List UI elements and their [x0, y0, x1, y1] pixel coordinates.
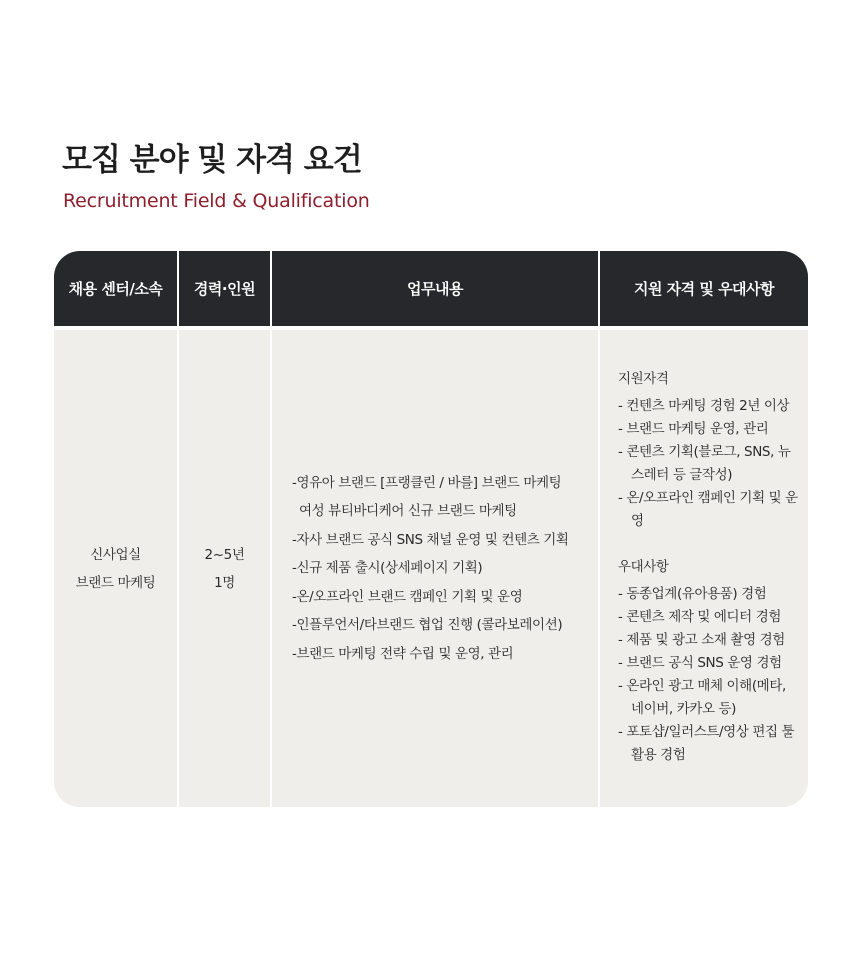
- column-header-center: 채용 센터/소속: [54, 251, 177, 326]
- qualifications-list: [618, 395, 802, 533]
- duty-item: -브랜드 마케팅 전략 수립 및 운영, 관리: [292, 645, 514, 662]
- duty-item: -인플루언서/타브랜드 협업 진행 (콜라보레이션): [292, 617, 563, 634]
- preferred-item: - 콘텐츠 제작 및 에디터 경험: [618, 606, 802, 629]
- preferred-item: - 포토샵/일러스트/영상 편집 툴 활용 경험: [618, 721, 802, 767]
- page-subtitle: Recruitment Field & Qualification: [63, 190, 370, 212]
- duty-item: -온/오프라인 브랜드 캠페인 기획 및 운영: [292, 588, 523, 605]
- qualification-item: - 브랜드 마케팅 운영, 관리: [618, 418, 802, 441]
- preferred-item: - 동종업계(유아용품) 경험: [618, 583, 802, 606]
- column-header-duties: 업무내용: [272, 251, 598, 326]
- center-name: 신사업실: [90, 546, 141, 563]
- duty-item: 여성 뷰티바디케어 신규 브랜드 마케팅: [299, 503, 517, 520]
- preferred-item: - 온라인 광고 매체 이해(메타, 네이버, 카카오 등): [618, 675, 802, 721]
- duties-cell: [272, 330, 598, 807]
- qualification-item: - 콘텐츠 기획(블로그, SNS, 뉴스레터 등 글작성): [618, 441, 802, 487]
- duty-item: -신규 제품 출시(상세페이지 기획): [292, 560, 483, 577]
- center-cell: [54, 330, 177, 807]
- column-header-qualifications: 지원 자격 및 우대사항: [600, 251, 808, 326]
- center-team: 브랜드 마케팅: [75, 574, 156, 591]
- preferred-heading: 우대사항: [618, 559, 669, 575]
- career-cell: [179, 330, 270, 807]
- preferred-item: - 제품 및 광고 소재 촬영 경험: [618, 629, 802, 652]
- duty-item: -영유아 브랜드 [프랭클린 / 바를] 브랜드 마케팅: [292, 474, 562, 491]
- career-years: 2~5년: [204, 546, 245, 563]
- page-title: 모집 분야 및 자격 요건: [62, 142, 362, 178]
- qualifications-heading: 지원자격: [618, 371, 669, 387]
- column-header-career: 경력·인원: [179, 251, 270, 326]
- qualification-item: - 컨텐츠 마케팅 경험 2년 이상: [618, 395, 802, 418]
- duty-item: -자사 브랜드 공식 SNS 채널 운영 및 컨텐츠 기획: [292, 531, 569, 548]
- qualification-item: - 온/오프라인 캠페인 기획 및 운영: [618, 487, 802, 533]
- preferred-list: [618, 583, 802, 767]
- qualifications-cell: [600, 330, 808, 807]
- recruitment-table: [54, 251, 808, 807]
- headcount: 1명: [214, 574, 235, 591]
- section-spacer: [618, 533, 802, 556]
- preferred-item: - 브랜드 공식 SNS 운영 경험: [618, 652, 802, 675]
